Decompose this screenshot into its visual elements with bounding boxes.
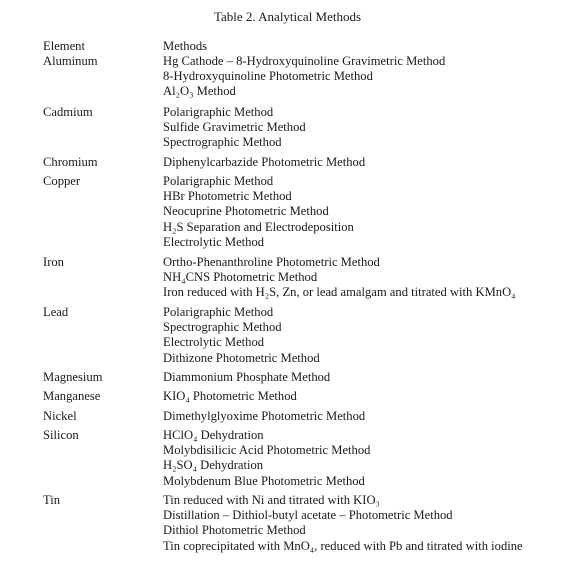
element-name: Tin	[43, 493, 61, 507]
methods-list	[163, 174, 354, 250]
methods-list	[163, 305, 320, 366]
method-item: H₂SO₄ Dehydration	[163, 458, 264, 473]
method-item: Al₂O₃ Method	[163, 84, 236, 99]
method-item: Tin coprecipitated with MnO₄, reduced with Pb and titrated with iodine	[163, 538, 523, 553]
element-name: Aluminum	[43, 54, 98, 68]
method-item: Sulfide Gravimetric Method	[163, 120, 306, 135]
method-item: Polarigraphic Method	[163, 105, 274, 119]
element-name: Magnesium	[43, 370, 103, 384]
method-item: Spectrographic Method	[163, 320, 282, 335]
element-name: Lead	[43, 305, 69, 319]
element-name: Cadmium	[43, 105, 93, 119]
method-item: Iron reduced with H₂S, Zn, or lead amalgam and titrated with KMnO₄	[163, 285, 516, 300]
method-item: Ortho-Phenanthroline Photometric Method	[163, 255, 380, 269]
method-item: Electrolytic Method	[163, 335, 265, 350]
method-item: Electrolytic Method	[163, 234, 265, 249]
method-item: Dithiol Photometric Method	[163, 523, 306, 538]
table-title: Table 2. Analytical Methods	[213, 9, 362, 24]
methods-list	[163, 155, 365, 170]
methods-list	[163, 389, 297, 404]
method-item: 8-Hydroxyquinoline Photometric Method	[163, 69, 373, 84]
element-name: Manganese	[43, 389, 101, 403]
method-item: Hg Cathode – 8-Hydroxyquinoline Gravimetric Method	[163, 54, 446, 68]
method-item: Dimethylglyoxime Photometric Method	[163, 409, 366, 423]
method-item: Spectrographic Method	[163, 135, 282, 150]
method-item: Dithizone Photometric Method	[163, 350, 320, 365]
methods-list	[163, 54, 445, 100]
methods-list	[163, 105, 306, 151]
element-column-header: Element	[43, 39, 85, 53]
methods-list	[163, 428, 370, 489]
methods-header-label: Methods	[163, 39, 208, 53]
element-name: Copper	[43, 174, 81, 188]
method-item: Diphenylcarbazide Photometric Method	[163, 155, 366, 169]
method-item: NH₄CNS Photometric Method	[163, 270, 318, 285]
element-name: Chromium	[43, 155, 98, 169]
method-item: HClO₄ Dehydration	[163, 428, 264, 442]
method-item: Neocuprine Photometric Method	[163, 204, 329, 219]
method-item: Molybdisilicic Acid Photometric Method	[163, 443, 371, 458]
method-item: Diammonium Phosphate Method	[163, 370, 331, 384]
element-name: Iron	[43, 255, 64, 269]
method-item: Tin reduced with Ni and titrated with KIO₃	[163, 493, 380, 507]
methods-list	[163, 493, 523, 554]
method-item: Molybdenum Blue Photometric Method	[163, 473, 365, 488]
method-item: KIO₄ Photometric Method	[163, 389, 297, 403]
method-item: Distillation – Dithiol-butyl acetate – Photometric Method	[163, 508, 453, 523]
element-name: Nickel	[43, 409, 77, 423]
methods-column-header	[163, 39, 207, 54]
method-item: Polarigraphic Method	[163, 174, 274, 188]
methods-list	[163, 409, 365, 424]
methods-list	[163, 370, 330, 385]
method-item: H₂S Separation and Electrodeposition	[163, 219, 354, 234]
methods-list	[163, 255, 516, 301]
element-name: Silicon	[43, 428, 79, 442]
method-item: HBr Photometric Method	[163, 189, 292, 204]
method-item: Polarigraphic Method	[163, 305, 274, 319]
